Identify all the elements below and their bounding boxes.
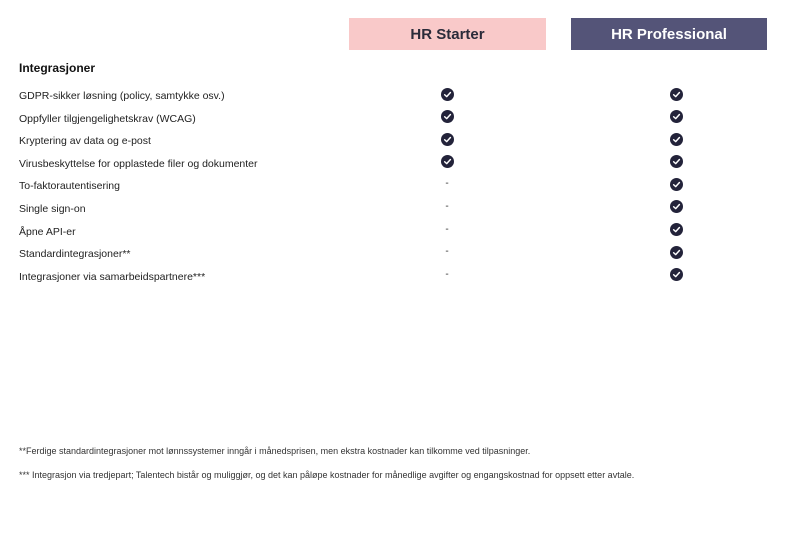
- not-included-dash: [440, 200, 454, 214]
- feature-label: Oppfyller tilgjengelighetskrav (WCAG): [19, 112, 196, 125]
- not-included-dash: [440, 268, 454, 282]
- dash-text: -: [445, 178, 449, 190]
- feature-row: [0, 129, 800, 152]
- check-icon: [440, 132, 454, 146]
- check-icon: [669, 155, 683, 169]
- feature-row: [0, 242, 800, 265]
- dash-text: -: [445, 268, 449, 280]
- feature-row: [0, 174, 800, 197]
- not-included-dash: [440, 223, 454, 237]
- feature-label: GDPR-sikker løsning (policy, samtykke osv.): [19, 90, 225, 102]
- plan-header-hr-starter: HR Starter: [349, 18, 546, 50]
- check-icon: [669, 268, 683, 282]
- not-included-dash: [440, 245, 454, 259]
- footnote-standard-integrations: **Ferdige standardintegrasjoner mot lønnssystemer inngår i månedsprisen, men ekstra kostnader kan tilkomme ved tilpasninger.: [19, 446, 531, 456]
- feature-row: [0, 265, 800, 288]
- feature-list: [0, 84, 800, 287]
- not-included-dash: [440, 177, 454, 191]
- feature-label: Kryptering av data og e-post: [19, 135, 151, 148]
- feature-row: [0, 84, 800, 107]
- section-title: Integrasjoner: [19, 61, 96, 75]
- feature-label: To-faktorautentisering: [19, 180, 120, 193]
- check-icon: [440, 155, 454, 169]
- feature-label: Standardintegrasjoner**: [19, 248, 131, 261]
- check-icon: [440, 87, 454, 101]
- feature-label: Integrasjoner via samarbeidspartnere***: [19, 270, 206, 283]
- check-icon: [669, 200, 683, 214]
- footnote-partner-integrations: *** Integrasjon via tredjepart; Talentech bistår og muliggjør, og det kan påløpe kostnader for månedlige avgifter og engangskostnad for oppsett etter avtale.: [19, 470, 635, 480]
- dash-text: -: [445, 200, 449, 212]
- dash-text: -: [445, 246, 449, 258]
- plan-header-hr-professional: HR Professional: [571, 18, 767, 50]
- feature-label: Åpne API-er: [19, 225, 76, 238]
- feature-label: Virusbeskyttelse for opplastede filer og dokumenter: [19, 157, 258, 170]
- feature-row: [0, 197, 800, 220]
- check-icon: [669, 87, 683, 101]
- check-icon: [669, 245, 683, 259]
- feature-row: [0, 107, 800, 130]
- feature-row: [0, 152, 800, 175]
- feature-row: [0, 220, 800, 243]
- check-icon: [669, 132, 683, 146]
- check-icon: [669, 223, 683, 237]
- feature-label: Single sign-on: [19, 202, 86, 215]
- dash-text: -: [445, 223, 449, 235]
- check-icon: [440, 110, 454, 124]
- check-icon: [669, 177, 683, 191]
- check-icon: [669, 110, 683, 124]
